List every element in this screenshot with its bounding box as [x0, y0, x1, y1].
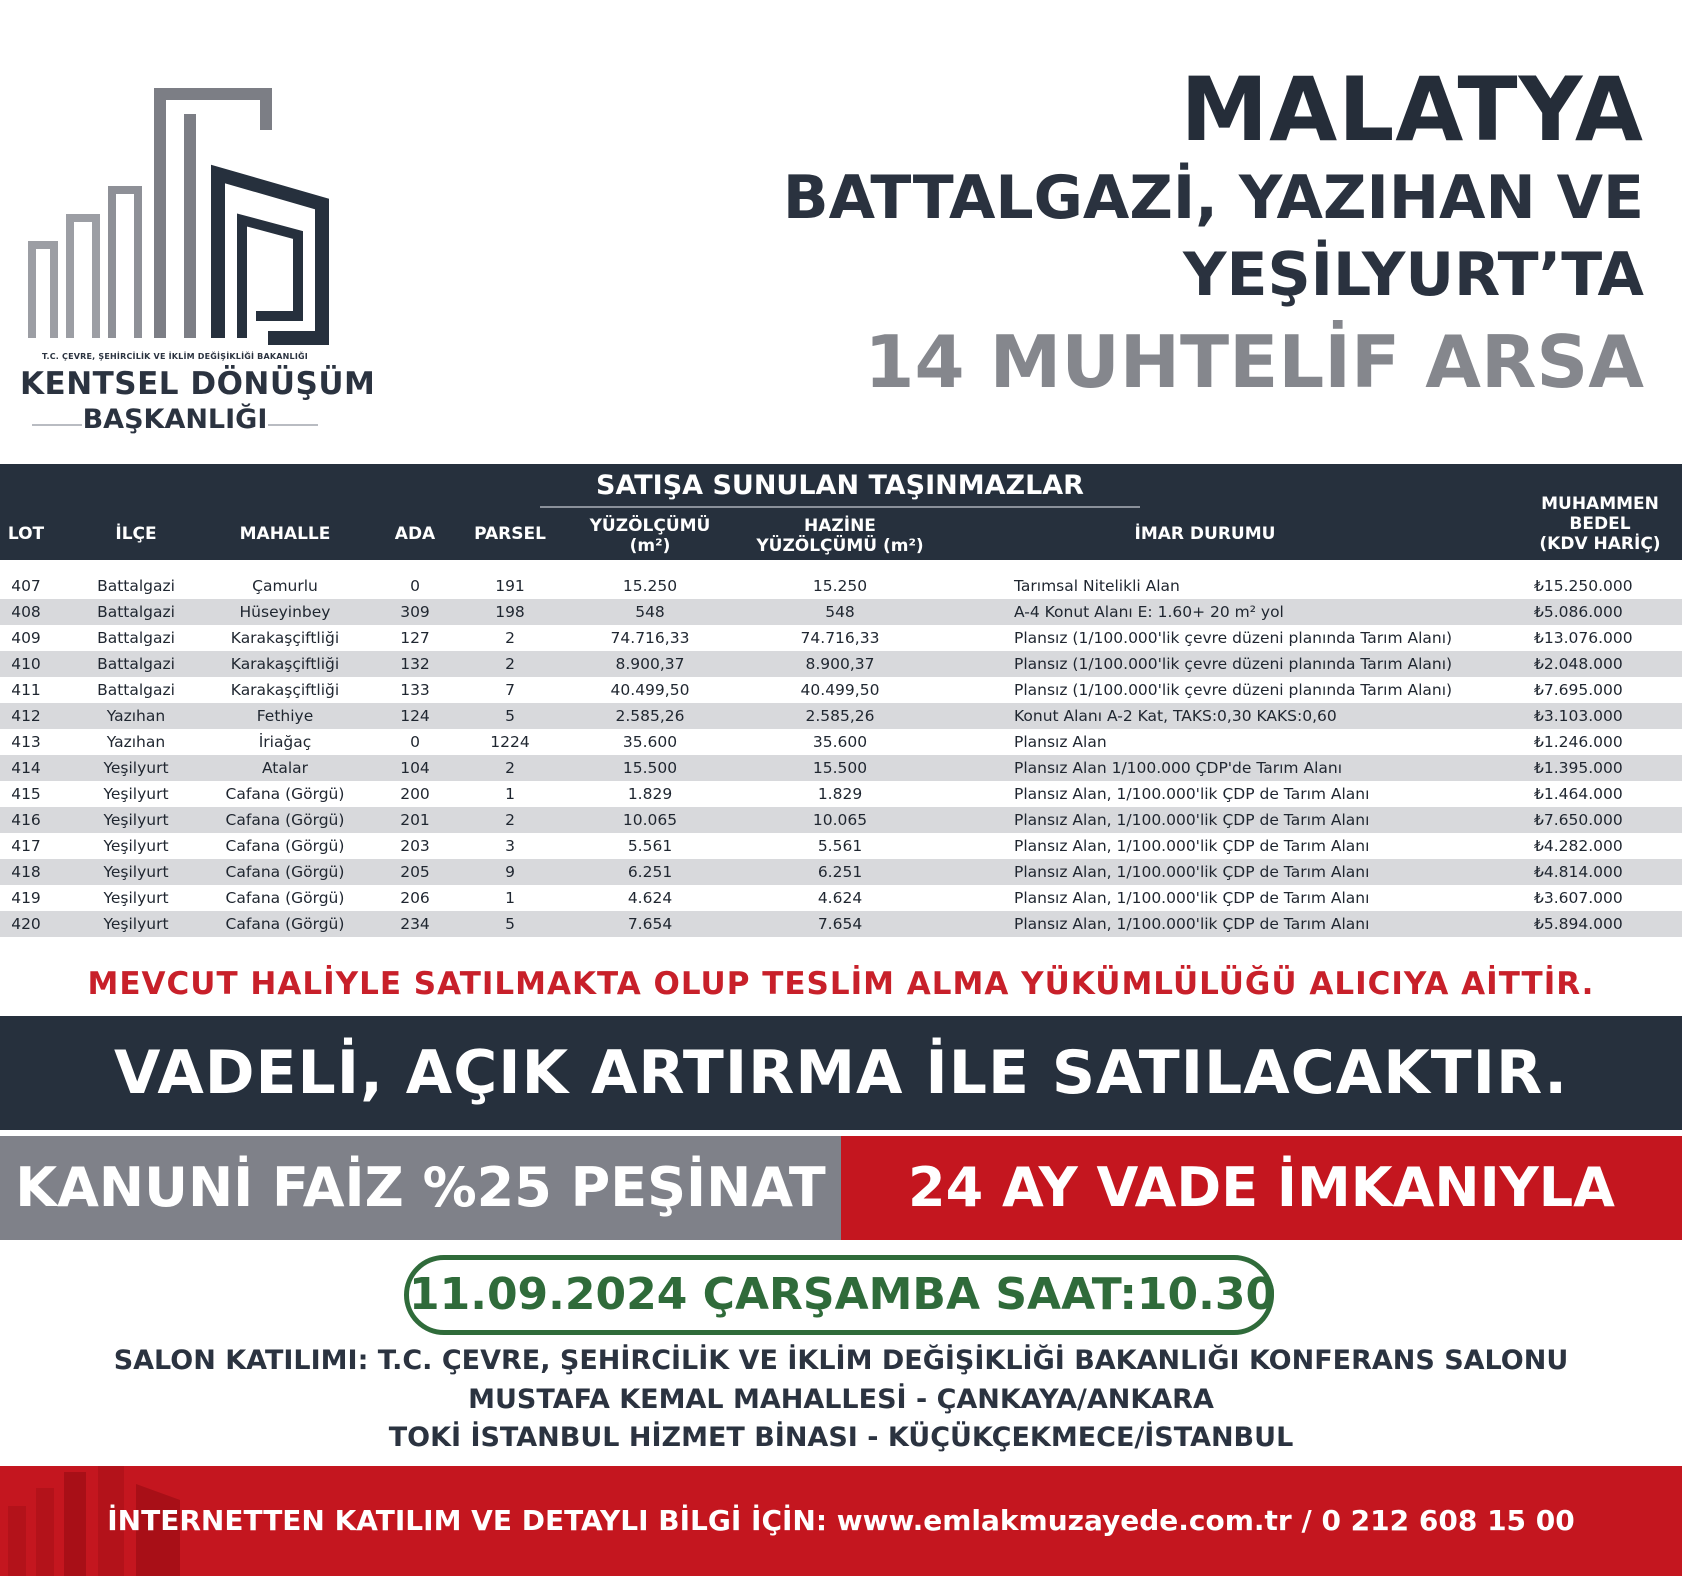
city-title: MALATYA [1180, 58, 1644, 161]
cell-yuzolcumu: 1.829 [627, 785, 673, 803]
cell-lot: 411 [11, 681, 41, 699]
cell-parsel: 2 [505, 759, 515, 777]
venue-line1: SALON KATILIMI: T.C. ÇEVRE, ŞEHİRCİLİK VE İKLİM DEĞİŞİKLİĞİ BAKANLIĞI KONFERANS SALONU [113, 1345, 1569, 1376]
cell-yuzolcumu: 40.499,50 [610, 681, 690, 699]
cell-imar: Plansız (1/100.000'lik çevre düzeni planında Tarım Alanı) [1014, 681, 1453, 699]
cell-lot: 416 [11, 811, 41, 829]
cell-parsel: 1 [505, 889, 515, 907]
cell-parsel: 2 [505, 811, 515, 829]
terms-right-banner [841, 1136, 1682, 1240]
cell-parsel: 7 [505, 681, 515, 699]
terms-left-banner [0, 1136, 841, 1240]
auction-date-pill [404, 1255, 1277, 1335]
th-bedel-line2: BEDEL [1569, 514, 1631, 534]
cell-ada: 127 [400, 629, 430, 647]
cell-imar: Plansız Alan, 1/100.000'lik ÇDP de Tarım Alanı [1014, 915, 1370, 933]
cell-parsel: 3 [505, 837, 515, 855]
cell-parsel: 5 [505, 707, 515, 725]
cell-imar: Plansız Alan, 1/100.000'lik ÇDP de Tarım Alanı [1014, 811, 1370, 829]
cell-lot: 417 [11, 837, 41, 855]
cell-yuzolcumu: 8.900,37 [615, 655, 685, 673]
th-imar: İMAR DURUMU [1134, 524, 1276, 544]
cell-yuzolcumu: 15.250 [622, 577, 678, 595]
cell-lot: 410 [11, 655, 41, 673]
cell-ada: 0 [410, 733, 420, 751]
table-row [0, 677, 1682, 703]
cell-bedel: ₺5.086.000 [1534, 603, 1623, 621]
cell-yuzolcumu: 15.500 [622, 759, 678, 777]
logo-title-line1: KENTSEL DÖNÜŞÜM [20, 366, 376, 402]
cell-parsel: 2 [505, 655, 515, 673]
th-yuzolcumu [560, 516, 740, 556]
cell-bedel: ₺7.650.000 [1534, 811, 1623, 829]
cell-mahalle: İriağaç [258, 733, 312, 751]
cell-lot: 419 [11, 889, 41, 907]
cell-hazine: 548 [825, 603, 855, 621]
logo-rule-right [268, 424, 318, 426]
table-caption: SATIŞA SUNULAN TAŞINMAZLAR [596, 470, 1084, 501]
table-row [0, 651, 1682, 677]
table-row [0, 703, 1682, 729]
cell-yuzolcumu: 6.251 [627, 863, 673, 881]
cell-imar: Plansız Alan, 1/100.000'lik ÇDP de Tarım Alanı [1014, 785, 1370, 803]
auction-date-text: 11.09.2024 ÇARŞAMBA SAAT:10.30 [409, 1269, 1277, 1320]
venue-line3: TOKİ İSTANBUL HİZMET BİNASI - KÜÇÜKÇEKMECE/İSTANBUL [388, 1422, 1294, 1453]
cell-ada: 133 [400, 681, 430, 699]
cell-ada: 124 [400, 707, 430, 725]
table-row [0, 573, 1682, 599]
cell-lot: 415 [11, 785, 41, 803]
cell-ada: 205 [400, 863, 430, 881]
cell-yuzolcumu: 4.624 [627, 889, 673, 907]
cell-hazine: 5.561 [817, 837, 863, 855]
table-row [0, 807, 1682, 833]
cell-mahalle: Hüseyinbey [239, 603, 331, 621]
cell-bedel: ₺13.076.000 [1534, 629, 1633, 647]
cell-ilce: Battalgazi [97, 655, 175, 673]
sale-method-text: VADELİ, AÇIK ARTIRMA İLE SATILACAKTIR. [113, 1038, 1569, 1108]
cell-hazine: 74.716,33 [800, 629, 880, 647]
cell-imar: Plansız Alan, 1/100.000'lik ÇDP de Tarım Alanı [1014, 837, 1370, 855]
cell-bedel: ₺1.395.000 [1534, 759, 1623, 777]
cell-parsel: 191 [495, 577, 525, 595]
cell-imar: Plansız Alan, 1/100.000'lik ÇDP de Tarım Alanı [1014, 863, 1370, 881]
cell-mahalle: Çamurlu [252, 577, 318, 595]
cell-mahalle: Cafana (Görgü) [225, 863, 345, 881]
cell-bedel: ₺5.894.000 [1534, 915, 1623, 933]
cell-yuzolcumu: 2.585,26 [615, 707, 685, 725]
cell-parsel: 198 [495, 603, 525, 621]
cell-ilce: Battalgazi [97, 577, 175, 595]
cell-ada: 104 [400, 759, 430, 777]
cell-bedel: ₺1.464.000 [1534, 785, 1623, 803]
th-yuzolcumu-line1: YÜZÖLÇÜMÜ [589, 516, 711, 536]
cell-hazine: 7.654 [817, 915, 863, 933]
cell-hazine: 15.500 [812, 759, 868, 777]
th-ada: ADA [394, 524, 436, 544]
cell-yuzolcumu: 74.716,33 [610, 629, 690, 647]
cell-imar: Plansız (1/100.000'lik çevre düzeni planında Tarım Alanı) [1014, 629, 1453, 647]
th-parsel: PARSEL [474, 524, 546, 544]
cell-ilce: Yeşilyurt [103, 889, 169, 907]
cell-imar: Konut Alanı A-2 Kat, TAKS:0,30 KAKS:0,60 [1014, 707, 1337, 725]
th-hazine-line1: HAZİNE [804, 516, 876, 536]
table-header [0, 464, 1682, 560]
cell-ilce: Battalgazi [97, 603, 175, 621]
cell-bedel: ₺4.814.000 [1534, 863, 1623, 881]
cell-mahalle: Cafana (Görgü) [225, 811, 345, 829]
cell-bedel: ₺3.103.000 [1534, 707, 1623, 725]
cell-mahalle: Fethiye [256, 707, 314, 725]
cell-lot: 413 [11, 733, 41, 751]
terms-right-text: 24 AY VADE İMKANIYLA [908, 1156, 1615, 1219]
cell-yuzolcumu: 35.600 [622, 733, 678, 751]
terms-left-text: KANUNİ FAİZ %25 PEŞİNAT [15, 1156, 826, 1219]
cell-mahalle: Cafana (Görgü) [225, 837, 345, 855]
cell-yuzolcumu: 548 [635, 603, 665, 621]
cell-parsel: 2 [505, 629, 515, 647]
cell-lot: 414 [11, 759, 41, 777]
cell-ada: 309 [400, 603, 430, 621]
caption-rule [540, 506, 1140, 508]
cell-mahalle: Cafana (Görgü) [225, 889, 345, 907]
footer-info-text: İNTERNETTEN KATILIM VE DETAYLI BİLGİ İÇİN: www.emlakmuzayede.com.tr / 0 212 608 15 00 [107, 1504, 1575, 1537]
cell-ilce: Yazıhan [106, 707, 166, 725]
th-lot: LOT [7, 524, 45, 544]
cell-ilce: Yeşilyurt [103, 915, 169, 933]
cell-hazine: 35.600 [812, 733, 868, 751]
th-hazine [740, 516, 940, 556]
cell-ada: 201 [400, 811, 430, 829]
cell-hazine: 4.624 [817, 889, 863, 907]
cell-mahalle: Cafana (Görgü) [225, 785, 345, 803]
cell-parsel: 1224 [490, 733, 530, 751]
table-row [0, 755, 1682, 781]
cell-ada: 0 [410, 577, 420, 595]
districts-line1: BATTALGAZİ, YAZIHAN VE [782, 163, 1644, 233]
cell-hazine: 1.829 [817, 785, 863, 803]
cell-ilce: Yeşilyurt [103, 811, 169, 829]
th-bedel-line1: MUHAMMEN [1541, 494, 1659, 514]
cell-lot: 408 [11, 603, 41, 621]
cell-ada: 200 [400, 785, 430, 803]
cell-bedel: ₺4.282.000 [1534, 837, 1623, 855]
cell-imar: A-4 Konut Alanı E: 1.60+ 20 m² yol [1014, 603, 1284, 621]
th-hazine-line2: YÜZÖLÇÜMÜ (m²) [756, 536, 924, 556]
cell-imar: Plansız Alan [1014, 733, 1107, 751]
cell-ilce: Battalgazi [97, 681, 175, 699]
cell-yuzolcumu: 7.654 [627, 915, 673, 933]
cell-lot: 420 [11, 915, 41, 933]
cell-mahalle: Atalar [261, 759, 309, 777]
table-row [0, 911, 1682, 937]
cell-bedel: ₺3.607.000 [1534, 889, 1623, 907]
cell-hazine: 2.585,26 [805, 707, 875, 725]
cell-parsel: 9 [505, 863, 515, 881]
table-row [0, 599, 1682, 625]
cell-imar: Plansız Alan 1/100.000 ÇDP'de Tarım Alanı [1014, 759, 1342, 777]
cell-mahalle: Karakaşçiftliği [230, 681, 340, 699]
cell-bedel: ₺2.048.000 [1534, 655, 1623, 673]
sale-method-banner [0, 1016, 1682, 1130]
cell-ada: 234 [400, 915, 430, 933]
cell-lot: 412 [11, 707, 41, 725]
cell-ilce: Yazıhan [106, 733, 166, 751]
cell-mahalle: Karakaşçiftliği [230, 629, 340, 647]
th-bedel [1520, 494, 1680, 554]
th-ilce: İLÇE [115, 524, 157, 544]
cell-ada: 206 [400, 889, 430, 907]
districts-line2: YEŞİLYURT’TA [1183, 240, 1644, 310]
cell-hazine: 10.065 [812, 811, 868, 829]
table-row [0, 859, 1682, 885]
cell-imar: Tarımsal Nitelikli Alan [1014, 577, 1180, 595]
cell-hazine: 6.251 [817, 863, 863, 881]
cell-lot: 407 [11, 577, 41, 595]
cell-parsel: 5 [505, 915, 515, 933]
cell-ada: 132 [400, 655, 430, 673]
logo-ministry-text: T.C. ÇEVRE, ŞEHİRCİLİK VE İKLİM DEĞİŞİKLİĞİ BAKANLIĞI [42, 352, 308, 361]
cell-yuzolcumu: 5.561 [627, 837, 673, 855]
cell-hazine: 15.250 [812, 577, 868, 595]
cell-mahalle: Cafana (Görgü) [225, 915, 345, 933]
cell-yuzolcumu: 10.065 [622, 811, 678, 829]
footer-banner [0, 1466, 1682, 1576]
cell-bedel: ₺1.246.000 [1534, 733, 1623, 751]
cell-ada: 203 [400, 837, 430, 855]
cell-ilce: Yeşilyurt [103, 863, 169, 881]
table-row [0, 885, 1682, 911]
cell-ilce: Yeşilyurt [103, 785, 169, 803]
venue-line2: MUSTAFA KEMAL MAHALLESİ - ÇANKAYA/ANKARA [468, 1384, 1214, 1415]
logo-title-line2: BAŞKANLIĞI [82, 404, 268, 435]
cell-lot: 418 [11, 863, 41, 881]
plot-count-title: 14 MUHTELİF ARSA [864, 320, 1644, 404]
cell-mahalle: Karakaşçiftliği [230, 655, 340, 673]
cell-bedel: ₺15.250.000 [1534, 577, 1633, 595]
cell-hazine: 8.900,37 [805, 655, 875, 673]
cell-ilce: Yeşilyurt [103, 759, 169, 777]
cell-ilce: Yeşilyurt [103, 837, 169, 855]
cell-parsel: 1 [505, 785, 515, 803]
cell-bedel: ₺7.695.000 [1534, 681, 1623, 699]
table-row [0, 781, 1682, 807]
th-bedel-line3: (KDV HARİÇ) [1539, 534, 1661, 554]
as-is-notice: MEVCUT HALİYLE SATILMAKTA OLUP TESLİM ALMA YÜKÜMLÜLÜĞÜ ALICIYA AİTTİR. [87, 966, 1595, 1002]
table-row [0, 833, 1682, 859]
cell-lot: 409 [11, 629, 41, 647]
cell-ilce: Battalgazi [97, 629, 175, 647]
table-row [0, 625, 1682, 651]
th-mahalle: MAHALLE [239, 524, 331, 544]
cell-imar: Plansız Alan, 1/100.000'lik ÇDP de Tarım Alanı [1014, 889, 1370, 907]
cell-hazine: 40.499,50 [800, 681, 880, 699]
table-row [0, 729, 1682, 755]
th-yuzolcumu-line2: (m²) [629, 536, 671, 556]
cell-imar: Plansız (1/100.000'lik çevre düzeni planında Tarım Alanı) [1014, 655, 1453, 673]
